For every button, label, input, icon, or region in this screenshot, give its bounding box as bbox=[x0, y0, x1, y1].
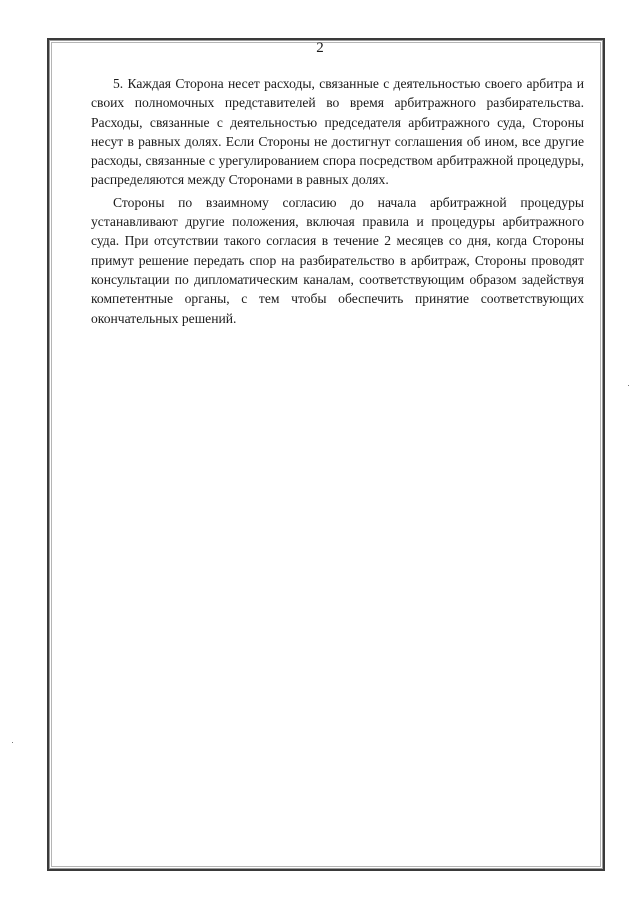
page-number: 2 bbox=[316, 40, 324, 56]
paragraph-procedures: Стороны по взаимному согласию до начала арбитражной процедуры устанавливают другие положения, включая правила и процедуры арбитражного суда. При отсутствии такого согласия в течение 2 месяцев со дня, когда Стороны примут решение передать спор на разбирательство в арбитраж, Стороны проводят консультации по дипломатическим каналам, соответствующим образом задействуя компетентные органы, с тем чтобы обеспечить принятие соответствующих окончательных решений. bbox=[91, 194, 584, 326]
document-body bbox=[91, 74, 584, 328]
paragraph-expenses: 5. Каждая Сторона несет расходы, связанные с деятельностью своего арбитра и своих полномочных представителей во время арбитражного разбирательства. Расходы, связанные с деятельностью председателя арбитражного суда, Стороны несут в равных долях. Если Стороны не достигнут соглашения об ином, все другие расходы, связанные с урегулированием спора посредством арбитражной процедуры, распределяются между Сторонами в равных долях. bbox=[91, 76, 584, 188]
scan-speck bbox=[12, 742, 13, 743]
scan-speck bbox=[628, 385, 629, 386]
